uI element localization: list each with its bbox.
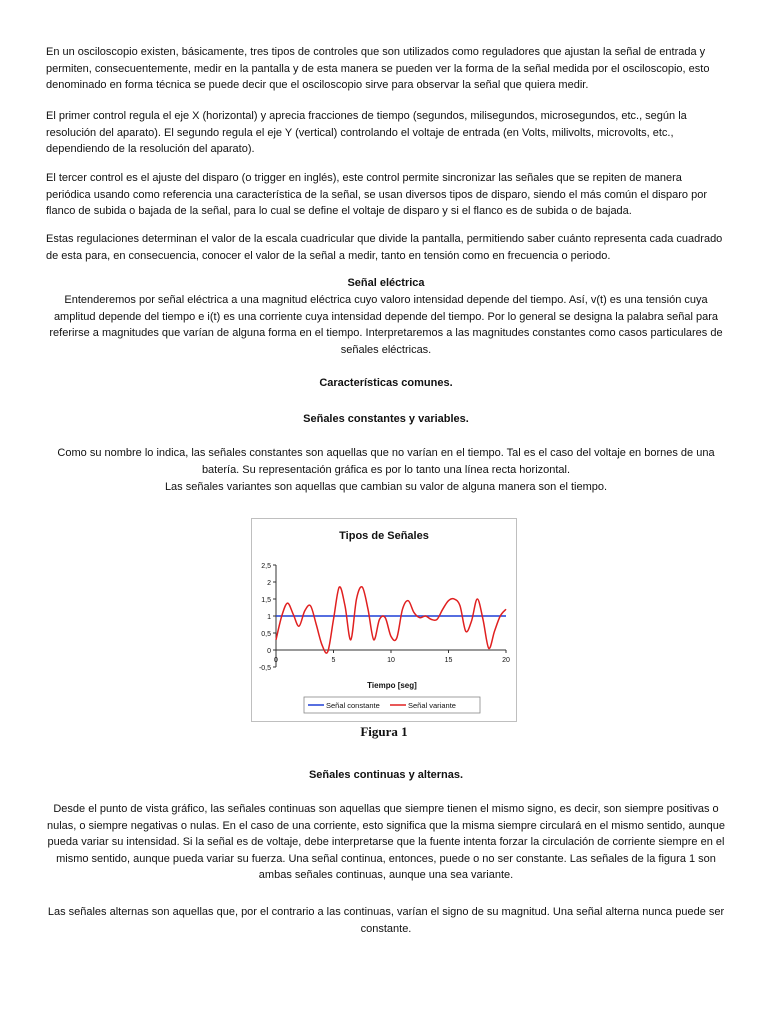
x-tick-label: 20 xyxy=(502,657,510,664)
x-axis-label: Tiempo [seg] xyxy=(367,681,417,690)
legend-label: Señal variante xyxy=(408,701,456,710)
paragraph-first-control: El primer control regula el eje X (horizontal) y aprecia fracciones de tiempo (segundos, milisegundos, microsegundos, etc., según la resolución del aparato). El segundo regula el eje Y (vertical) controlando el voltaje de entrada (en Volts, milivolts, microvolts, etc., dependiendo de la resolución del aparato). xyxy=(46,110,687,155)
chart-series xyxy=(276,587,506,653)
paragraph-alternas: Las señales alternas son aquellas que, por el contrario a las continuas, varían el signo de su magnitud. Una señal alterna nunca puede ser constante. xyxy=(47,906,725,935)
paragraph-senal-definition: Entenderemos por señal eléctrica a una magnitud eléctrica cuyo valoro intensidad depende del tiempo. Así, v(t) es una tensión cuya amplitud depende del tiempo e i(t) es una corriente cuya intensidad depende del tiempo. Por lo general se designa la palabra señal para referirse a magnitudes que varían de alguna forma en el tiempo. Interpretaremos a las magnitudes constantes como casos particulares de señales eléctricas. xyxy=(49,294,723,356)
legend-label: Señal constante xyxy=(326,701,380,710)
line-chart xyxy=(252,519,516,721)
paragraph-oscilloscope-intro: En un osciloscopio existen, básicamente, tres tipos de controles que son utilizados como reguladores que ajustan la señal de entrada y permiten, consecuentemente, medir en la pantalla y de esta manera se pueden ver la forma de la señal medida por el osciloscopio, esto denominado en forma técnica se puede decir que el osciloscopio sirve para observar la señal que quiera medir. xyxy=(46,46,710,91)
chart-legend xyxy=(304,697,480,713)
chart-figure xyxy=(251,518,517,722)
heading-caracteristicas: Características comunes. xyxy=(319,377,453,389)
y-tick-label: 1,5 xyxy=(261,597,271,604)
paragraph-constantes: Como su nombre lo indica, las señales constantes son aquellas que no varían en el tiempo. Tal es el caso del voltaje en bornes de una batería. Su representación gráfica es por lo tanto una línea recta horizontal. xyxy=(57,447,715,476)
heading-senal-electrica: Señal eléctrica xyxy=(347,277,425,289)
x-tick-label: 5 xyxy=(331,657,336,664)
y-tick-label: 0,5 xyxy=(261,631,271,638)
y-tick-label: 2,5 xyxy=(261,563,271,570)
paragraph-continuas: Desde el punto de vista gráfico, las señales continuas son aquellas que siempre tienen el mismo signo, es decir, son siempre positivas o nulas, o siempre negativas o nulas. En el caso de una corriente, esto significa que la misma siempre circulará en el mismo sentido, aunque pueda variar su intensidad. Si la señal es de voltaje, debe interpretarse que la fuente intenta forzar la circulación de corriente siempre en el mismo sentido, aunque pueda variar su fuerza. Una señal continua, entonces, puede o no ser constante. Las señales de la figura 1 son ambas señales continuas, aunque una sea variante. xyxy=(46,803,726,881)
heading-constantes-variables: Señales constantes y variables. xyxy=(303,413,469,425)
y-tick-label: 0 xyxy=(267,648,271,655)
paragraph-regulations: Estas regulaciones determinan el valor de la escala cuadricular que divide la pantalla, permitiendo saber cuánto representa cada cuadrado de esta para, en consecuencia, conocer el valor de la señal a medir, tanto en tensión como en frecuencia o periodo. xyxy=(46,233,723,262)
x-tick-label: 0 xyxy=(274,657,278,664)
paragraph-variantes: Las señales variantes son aquellas que cambian su valor de alguna manera son el tiempo. xyxy=(164,481,608,493)
y-tick-label: 2 xyxy=(267,580,271,587)
paragraph-trigger: El tercer control es el ajuste del disparo (o trigger en inglés), este control permite sincronizar las señales que se repiten de manera periódica usando como referencia una característica de la señal, se usan diversos tipos de disparo, siendo el más común el disparo por flanco de subida o bajada de la señal, para lo cual se define el voltaje de disparo y si el flanco es de subida o de bajada. xyxy=(46,172,707,217)
figure-caption: Figura 1 xyxy=(360,724,408,739)
x-tick-label: 15 xyxy=(444,657,453,664)
chart-title: Tipos de Señales xyxy=(339,530,429,542)
series-line-variante xyxy=(276,587,506,653)
y-tick-label: 1 xyxy=(267,614,271,621)
x-tick-label: 10 xyxy=(387,657,395,664)
y-tick-label: -0,5 xyxy=(258,665,271,672)
heading-continuas-alternas: Señales continuas y alternas. xyxy=(308,769,464,781)
